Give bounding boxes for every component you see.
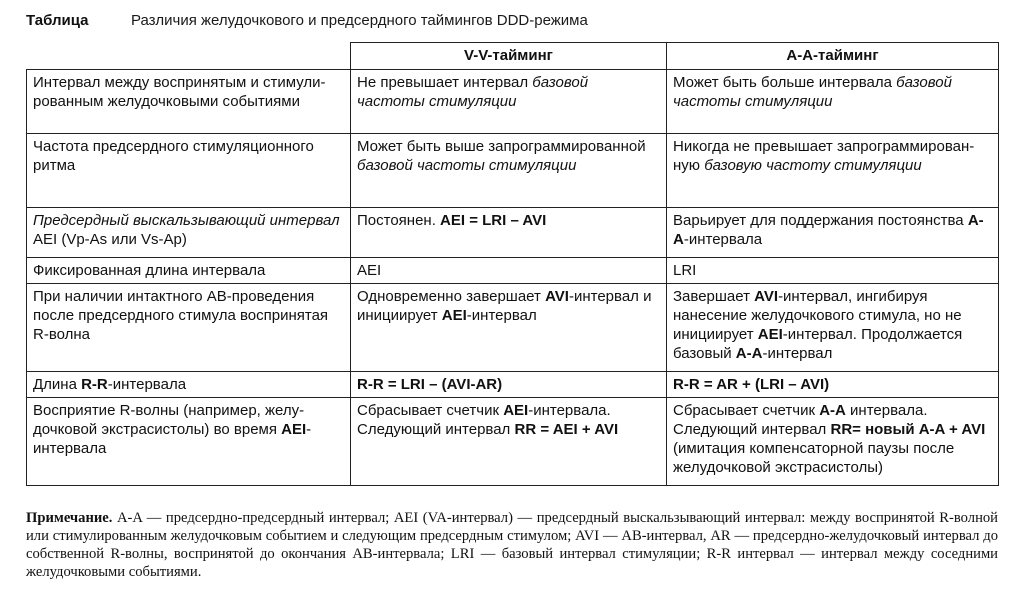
row-parameter	[27, 284, 351, 372]
row-vv-value	[351, 398, 667, 486]
row-parameter	[27, 398, 351, 486]
cell-text: интервала. Следующий интервал	[673, 402, 928, 438]
cell-text: Завершает	[673, 288, 755, 305]
cell-text: -интервала	[33, 421, 312, 457]
cell-text: -интервал	[466, 307, 537, 324]
row-parameter	[27, 134, 351, 208]
cell-italic: Предсердный выскальзывающий интервал	[33, 212, 340, 229]
cell-bold: AEI = LRI – AVI	[440, 212, 547, 229]
comparison-table	[26, 42, 999, 486]
row-aa-value	[667, 372, 999, 398]
table-row	[27, 208, 999, 258]
cell-text: Никогда не превышает запрограммирован-ную	[673, 138, 975, 174]
row-vv-value	[351, 284, 667, 372]
row-vv-value	[351, 258, 667, 284]
cell-text: При наличии интактного АВ-проведения после предсердного стимула воспринятая R-волна	[33, 288, 329, 343]
cell-text: Восприятие R-волны (например, желу-дочковой экстрасистолы) во время	[33, 402, 305, 438]
cell-italic: базовой частоты стимуляции	[357, 74, 589, 110]
header-aa-timing: A-A-тайминг	[667, 43, 999, 70]
header-vv-timing: V-V-тайминг	[351, 43, 667, 70]
cell-text: -интервала	[683, 231, 763, 248]
cell-bold: AVI	[545, 288, 569, 305]
row-aa-value	[667, 208, 999, 258]
table-note	[26, 509, 998, 581]
note-label: Примечание.	[26, 510, 113, 526]
row-vv-value	[351, 208, 667, 258]
table-header-row	[27, 43, 999, 70]
header-corner	[27, 43, 351, 70]
cell-bold: RR= новый A-A + AVI	[830, 421, 986, 438]
table-row	[27, 70, 999, 134]
cell-text: -интервал. Продолжается базовый	[673, 326, 963, 362]
row-parameter	[27, 258, 351, 284]
table-row	[27, 258, 999, 284]
cell-text: Может быть больше интервала	[673, 74, 897, 91]
row-aa-value	[667, 134, 999, 208]
cell-text: (имитация компенсаторной паузы после желудочковой экстрасистолы)	[673, 440, 955, 476]
row-vv-value	[351, 372, 667, 398]
cell-text: Может быть выше запрограммированной	[357, 138, 646, 155]
cell-text: Интервал между воспринятым и стимули-рованным желудочковыми событиями	[33, 74, 326, 110]
cell-text: Частота предсердного стимуляционного ритма	[33, 138, 314, 174]
row-aa-value	[667, 284, 999, 372]
cell-text: Постоянен.	[357, 212, 441, 229]
cell-bold: A-A	[735, 345, 763, 362]
caption-title: Различия желудочкового и предсердного таймингов DDD-режима	[131, 12, 588, 29]
cell-text: Варьирует для поддержания постоянства	[673, 212, 968, 229]
cell-text: Сбрасывает счетчик	[357, 402, 504, 419]
cell-bold: AVI	[754, 288, 779, 305]
caption-label: Таблица	[26, 12, 89, 29]
cell-bold: A-A	[673, 212, 984, 248]
table-row	[27, 284, 999, 372]
cell-bold: R-R = AR + (LRI – AVI)	[673, 376, 830, 393]
row-aa-value	[667, 258, 999, 284]
cell-text: Длина	[33, 376, 82, 393]
cell-bold: AEI	[441, 307, 467, 324]
cell-text: LRI	[673, 262, 697, 279]
table-caption	[26, 12, 588, 34]
cell-text: Одновременно завершает	[357, 288, 546, 305]
cell-text: AEI	[357, 262, 382, 279]
table-row	[27, 398, 999, 486]
cell-text: Не превышает интервал	[357, 74, 533, 91]
cell-text: Фиксированная длина интервала	[33, 262, 266, 279]
table-row	[27, 134, 999, 208]
row-parameter	[27, 372, 351, 398]
cell-text: -интервал и инициирует	[357, 288, 652, 324]
row-vv-value	[351, 70, 667, 134]
row-vv-value	[351, 134, 667, 208]
cell-bold: R-R = LRI – (AVI-AR)	[357, 376, 503, 393]
cell-bold: AEI	[503, 402, 529, 419]
row-aa-value	[667, 70, 999, 134]
cell-text: -интервала. Следующий интервал	[357, 402, 611, 438]
cell-text: -интервала	[107, 376, 187, 393]
note-text: A-A — предсердно-предсердный интервал; AEI (VA-интервал) — предсердный выскальзывающий интервал: между воспринятой R-волной или стимулированным желудочковым событием и следующим предсердным стимулом; AVI — АВ-интервал, AR — предсердно-желудочковый интервал до собственной R-волны, воспринятой до окончания АВ-интервала; LRI — базовый интервал стимуляции; R-R интервал — интервал между соседними желудочковыми событиями.	[26, 510, 998, 580]
cell-text: Сбрасывает счетчик	[673, 402, 820, 419]
cell-text: AEI (Vp-As или Vs-Ap)	[33, 231, 187, 248]
cell-bold: RR = AEI + AVI	[514, 421, 619, 438]
row-parameter	[27, 70, 351, 134]
cell-italic: базовую частоту стимуляции	[704, 157, 922, 174]
table-row	[27, 372, 999, 398]
cell-italic: базовой частоты стимуляции	[357, 157, 577, 174]
cell-bold: R-R	[81, 376, 108, 393]
row-parameter	[27, 208, 351, 258]
cell-text: -интервал, ингибируя нанесение желудочкового стимула, но не инициирует	[673, 288, 962, 343]
cell-bold: AEI	[281, 421, 307, 438]
cell-bold: AEI	[757, 326, 783, 343]
cell-text: -интервал	[762, 345, 833, 362]
cell-bold: A-A	[819, 402, 846, 419]
row-aa-value	[667, 398, 999, 486]
cell-italic: базовой частоты стимуляции	[673, 74, 952, 110]
